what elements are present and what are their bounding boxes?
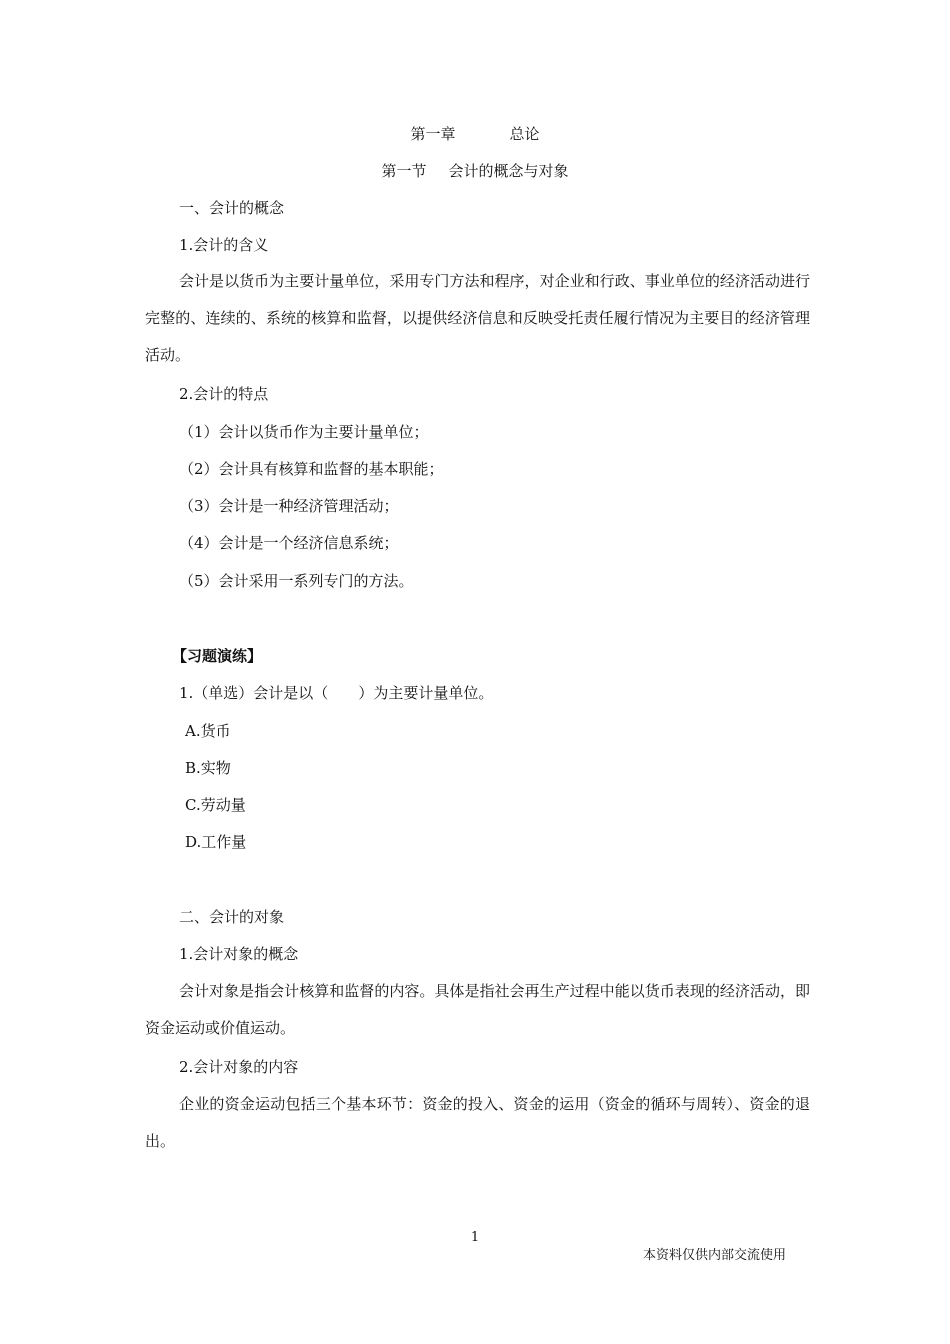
part1-sub1-paragraph: 会计是以货币为主要计量单位，采用专门方法和程序，对企业和行政、事业单位的经济活动进行完整的、连续的、系统的核算和监督，以提供经济信息和反映受托责任履行情况为主要目的经济管理活动。 [145,272,810,364]
feature-item: （2）会计具有核算和监督的基本职能； [179,460,444,478]
feature-item: （3）会计是一种经济管理活动； [179,497,399,515]
part2-sub2-heading: 2.会计对象的内容 [179,1058,299,1076]
part2-sub1-heading: 1.会计对象的概念 [179,945,299,963]
chapter-number: 第一章 [410,125,456,143]
footer-note: 本资料仅供内部交流使用 [643,1248,787,1263]
chapter-name: 总论 [509,125,540,143]
option-item: D.工作量 [185,833,247,851]
exercise-question: 1.（单选）会计是以（ ）为主要计量单位。 [179,684,494,702]
part2-sub2-paragraph: 企业的资金运动包括三个基本环节：资金的投入、资金的运用（资金的循环与周转）、资金的退出。 [145,1095,810,1150]
feature-item: （5）会计采用一系列专门的方法。 [179,572,414,590]
option-item: C.劳动量 [185,796,246,814]
part2-sub1-paragraph: 会计对象是指会计核算和监督的内容。具体是指社会再生产过程中能以货币表现的经济活动，即资金运动或价值运动。 [145,982,810,1037]
exercise-heading: 【习题演练】 [172,647,263,665]
part1-sub1-heading: 1.会计的含义 [179,236,269,254]
option-item: A.货币 [185,722,231,740]
part2-heading: 二、会计的对象 [179,908,285,926]
feature-item: （1）会计以货币作为主要计量单位； [179,423,429,441]
part1-sub2-heading: 2.会计的特点 [179,385,269,403]
section-number: 第一节 [381,162,427,180]
chapter-title [0,124,950,144]
feature-item: （4）会计是一个经济信息系统； [179,534,399,552]
section-name: 会计的概念与对象 [448,162,569,180]
section-title [0,161,950,181]
part1-heading: 一、会计的概念 [179,199,285,217]
option-item: B.实物 [185,759,231,777]
page-number: 1 [470,1230,480,1245]
